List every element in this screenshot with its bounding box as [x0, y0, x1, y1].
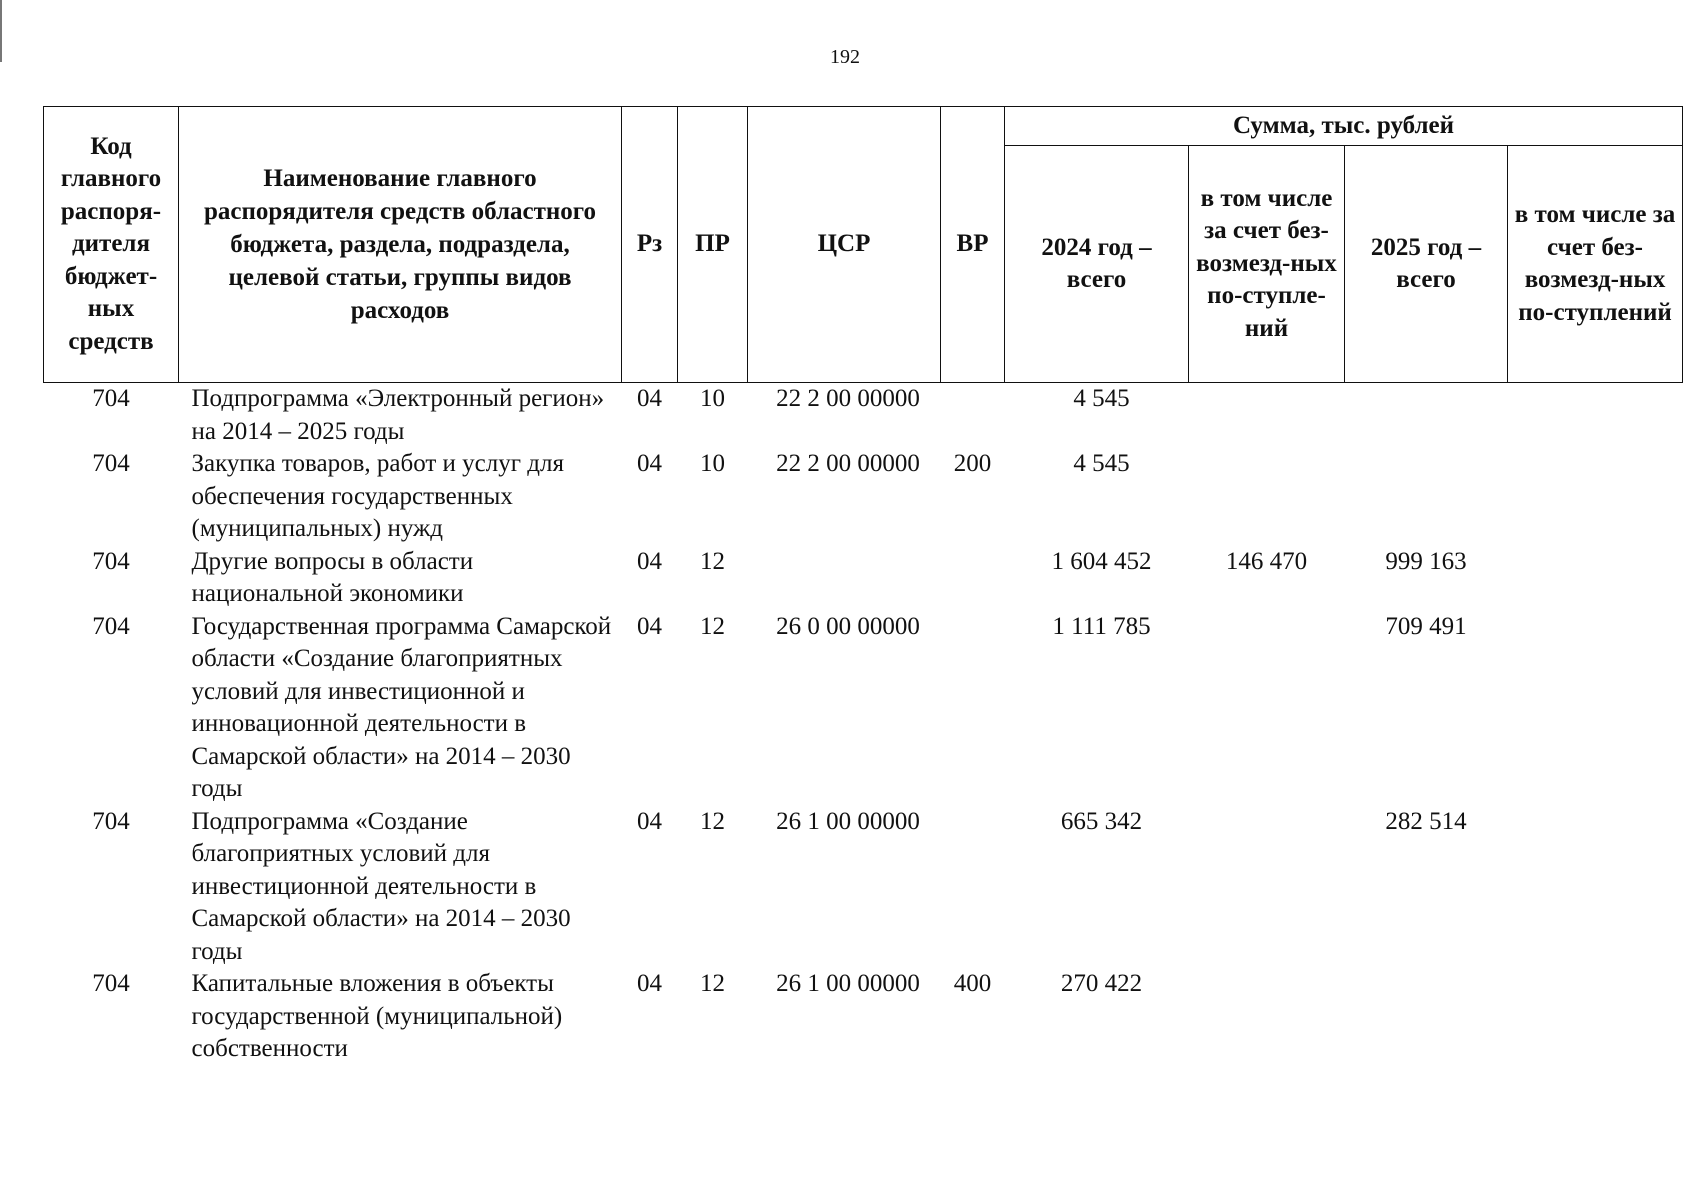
cell-pr: 10 — [700, 450, 725, 477]
cell-2024-total: 4 545 — [1073, 385, 1130, 412]
cell-csr: 22 2 00 00000 — [776, 450, 920, 477]
budget-table — [43, 106, 1683, 1066]
cell-rz: 04 — [637, 970, 662, 997]
cell-vr — [941, 546, 1005, 611]
cell-2025-grants — [1508, 611, 1683, 806]
cell-name: Закупка товаров, работ и услуг для обеспечения государственных (муниципальных) нужд — [191, 450, 564, 542]
cell-name: Капитальные вложения в объекты государственной (муниципальной) собственности — [191, 970, 563, 1062]
table-row — [44, 806, 1683, 969]
cell-vr — [941, 383, 1005, 449]
cell-code: 704 — [92, 970, 130, 997]
cell-pr: 10 — [700, 385, 725, 412]
cell-rz: 04 — [637, 807, 662, 835]
cell-csr — [748, 546, 941, 611]
cell-name: Подпрограмма «Электронный регион» на 2014 – 2025 годы — [191, 385, 605, 445]
header-rz: Рз — [622, 107, 678, 383]
cell-2025-grants — [1508, 383, 1683, 449]
cell-2025-total — [1345, 383, 1508, 449]
header-2024-grants: в том числе за счет без-возмезд-ных по-ступле-ний — [1189, 146, 1345, 383]
cell-csr: 26 0 00 00000 — [776, 612, 920, 640]
cell-pr: 12 — [700, 612, 725, 640]
cell-code: 704 — [92, 547, 130, 575]
cell-vr — [941, 806, 1005, 969]
table-body — [44, 383, 1683, 1066]
cell-code: 704 — [92, 807, 130, 835]
header-name: Наименование главного распорядителя средств областного бюджета, раздела, подраздела, целевой статьи, группы видов расходов — [179, 107, 622, 383]
cell-2024-total: 4 545 — [1073, 450, 1130, 477]
cell-2025-total: 709 491 — [1385, 612, 1467, 640]
cell-code: 704 — [92, 385, 130, 412]
cell-2025-total — [1345, 968, 1508, 1066]
cell-name: Подпрограмма «Создание благоприятных условий для инвестиционной деятельности в Самарской области» на 2014 – 2030 годы — [191, 807, 571, 965]
cell-2024-total: 1 604 452 — [1051, 547, 1152, 575]
cell-2024-total: 270 422 — [1060, 970, 1143, 997]
cell-pr: 12 — [700, 547, 725, 575]
cell-rz: 04 — [637, 385, 662, 412]
cell-pr: 12 — [700, 970, 725, 997]
cell-name: Государственная программа Самарской области «Создание благоприятных условий для инвестиционной и инновационной деятельности в Самарской области» на 2014 – 2030 годы — [191, 612, 612, 802]
table-row — [44, 383, 1683, 449]
table-row — [44, 448, 1683, 546]
cell-csr: 26 1 00 00000 — [776, 807, 920, 835]
header-code: Код главного распоря-дителя бюджет-ных средств — [44, 107, 179, 383]
header-sum-group: Сумма, тыс. рублей — [1005, 107, 1683, 146]
cell-csr: 26 1 00 00000 — [776, 970, 920, 997]
cell-2025-grants — [1508, 546, 1683, 611]
header-vr: ВР — [941, 107, 1005, 383]
header-csr: ЦСР — [748, 107, 941, 383]
cell-pr: 12 — [700, 807, 725, 835]
cell-rz: 04 — [637, 612, 662, 640]
cell-2025-total: 999 163 — [1385, 547, 1467, 575]
cell-vr — [941, 611, 1005, 806]
cell-2024-grants — [1189, 448, 1345, 546]
cell-2024-total: 665 342 — [1060, 807, 1143, 835]
cell-2025-total — [1345, 448, 1508, 546]
cell-2024-total: 1 111 785 — [1052, 612, 1151, 640]
cell-vr: 400 — [953, 970, 992, 997]
page-number: 192 — [830, 46, 860, 68]
cell-2025-total: 282 514 — [1385, 807, 1467, 835]
cell-2024-grants — [1189, 806, 1345, 969]
cell-2025-grants — [1508, 806, 1683, 969]
cell-rz: 04 — [637, 450, 662, 477]
cell-vr: 200 — [953, 450, 992, 477]
table-row — [44, 968, 1683, 1066]
cell-code: 704 — [92, 612, 130, 640]
cell-2024-grants — [1189, 611, 1345, 806]
cell-2024-grants — [1189, 968, 1345, 1066]
cell-name: Другие вопросы в области национальной экономики — [191, 547, 474, 607]
cell-code: 704 — [92, 450, 130, 477]
header-pr: ПР — [678, 107, 748, 383]
table-header — [44, 107, 1683, 383]
table-row — [44, 611, 1683, 806]
cell-2025-grants — [1508, 968, 1683, 1066]
header-2025-grants: в том числе за счет без-возмезд-ных по-ступлений — [1508, 146, 1683, 383]
cell-2024-grants: 146 470 — [1225, 547, 1308, 575]
header-2024-total: 2024 год – всего — [1005, 146, 1189, 383]
header-2025-total: 2025 год – всего — [1345, 146, 1508, 383]
cell-2024-grants — [1189, 383, 1345, 449]
table-row — [44, 546, 1683, 611]
cell-rz: 04 — [637, 547, 662, 575]
cell-csr: 22 2 00 00000 — [776, 385, 920, 412]
cell-2025-grants — [1508, 448, 1683, 546]
